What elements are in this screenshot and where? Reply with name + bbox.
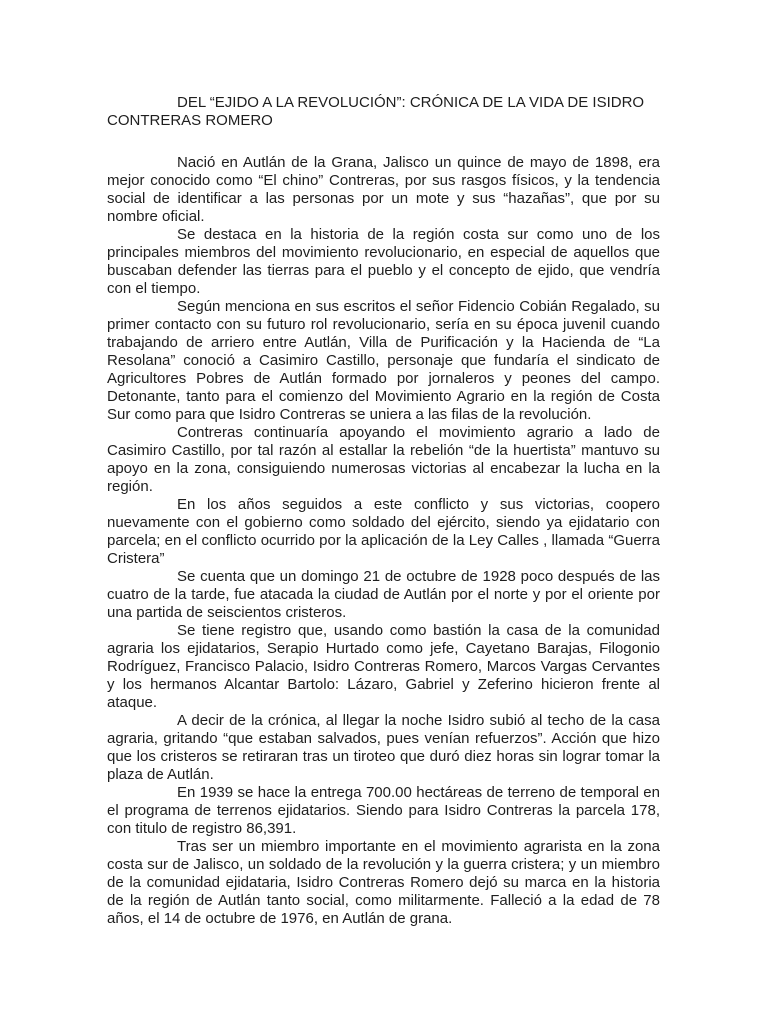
document-title: DEL “EJIDO A LA REVOLUCIÓN”: CRÓNICA DE LA VIDA DE ISIDRO CONTRERAS ROMERO: [107, 94, 645, 129]
document-body: [107, 154, 660, 928]
paragraph-regional-role: Se destaca en la historia de la región costa sur como uno de los principales miembros del movimiento revolucionario, en especial de aquellos que buscaban defender las tierras para el pueblo y el concepto de ejido, que vendría con el tiempo.: [107, 226, 660, 297]
paragraph-legacy: Tras ser un miembro importante en el movimiento agrarista en la zona costa sur de Jalisco, un soldado de la revolución y la guerra cristera; y un miembro de la comunidad ejidataria, Isidro Contreras Romero dejó su marca en la historia de la región de Autlán tanto social, como militarmente. Falleció a la edad de 78 años, el 14 de octubre de 1976, en Autlán de grana.: [107, 838, 660, 927]
paragraph-defenders: Se tiene registro que, usando como bastión la casa de la comunidad agraria los ejidatarios, Serapio Hurtado como jefe, Cayetano Barajas, Filogonio Rodríguez, Francisco Palacio, Isidro Contreras Romero, Marcos Vargas Cervantes y los hermanos Alcantar Bartolo: Lázaro, Gabriel y Zeferino hicieron frente al ataque.: [107, 622, 660, 711]
paragraph-land-grant-1939: En 1939 se hace la entrega 700.00 hectáreas de terreno de temporal en el programa de terrenos ejidatarios. Siendo para Isidro Contreras la parcela 178, con titulo de registro 86,391.: [107, 784, 660, 837]
paragraph-first-contact: Según menciona en sus escritos el señor Fidencio Cobián Regalado, su primer contacto con su futuro rol revolucionario, sería en su época juvenil cuando trabajando de arriero entre Autlán, Villa de Purificación y la Hacienda de “La Resolana” conoció a Casimiro Castillo, personaje que fundaría el sindicato de Agricultores Pobres de Autlán formado por jornaleros y peones del campo. Detonante, tanto para el comienzo del Movimiento Agrario en la región de Costa Sur como para que Isidro Contreras se uniera a las filas de la revolución.: [107, 298, 660, 423]
paragraph-agrarian-support: Contreras continuaría apoyando el movimiento agrario a lado de Casimiro Castillo, por tal razón al estallar la rebelión “de la huertista” mantuvo su apoyo en la zona, consiguiendo numerosas victorias al encabezar la lucha en la región.: [107, 424, 660, 495]
paragraph-cristero-war: En los años seguidos a este conflicto y sus victorias, coopero nuevamente con el gobierno como soldado del ejército, siendo ya ejidatario con parcela; en el conflicto ocurrido por la aplicación de la Ley Calles , llamada “Guerra Cristera”: [107, 496, 660, 567]
paragraph-attack-1928: Se cuenta que un domingo 21 de octubre de 1928 poco después de las cuatro de la tarde, fue atacada la ciudad de Autlán por el norte y por el oriente por una partida de seiscientos cristeros.: [107, 568, 660, 621]
paragraph-birth: Nació en Autlán de la Grana, Jalisco un quince de mayo de 1898, era mejor conocido como “El chino” Contreras, por sus rasgos físicos, y la tendencia social de identificar a las personas por un mote y sus “hazañas”, que por su nombre oficial.: [107, 154, 660, 225]
paragraph-night-chronicle: A decir de la crónica, al llegar la noche Isidro subió al techo de la casa agraria, gritando “que estaban salvados, pues venían refuerzos”. Acción que hizo que los cristeros se retiraran tras un tiroteo que duró diez horas sin lograr tomar la plaza de Autlán.: [107, 712, 660, 783]
